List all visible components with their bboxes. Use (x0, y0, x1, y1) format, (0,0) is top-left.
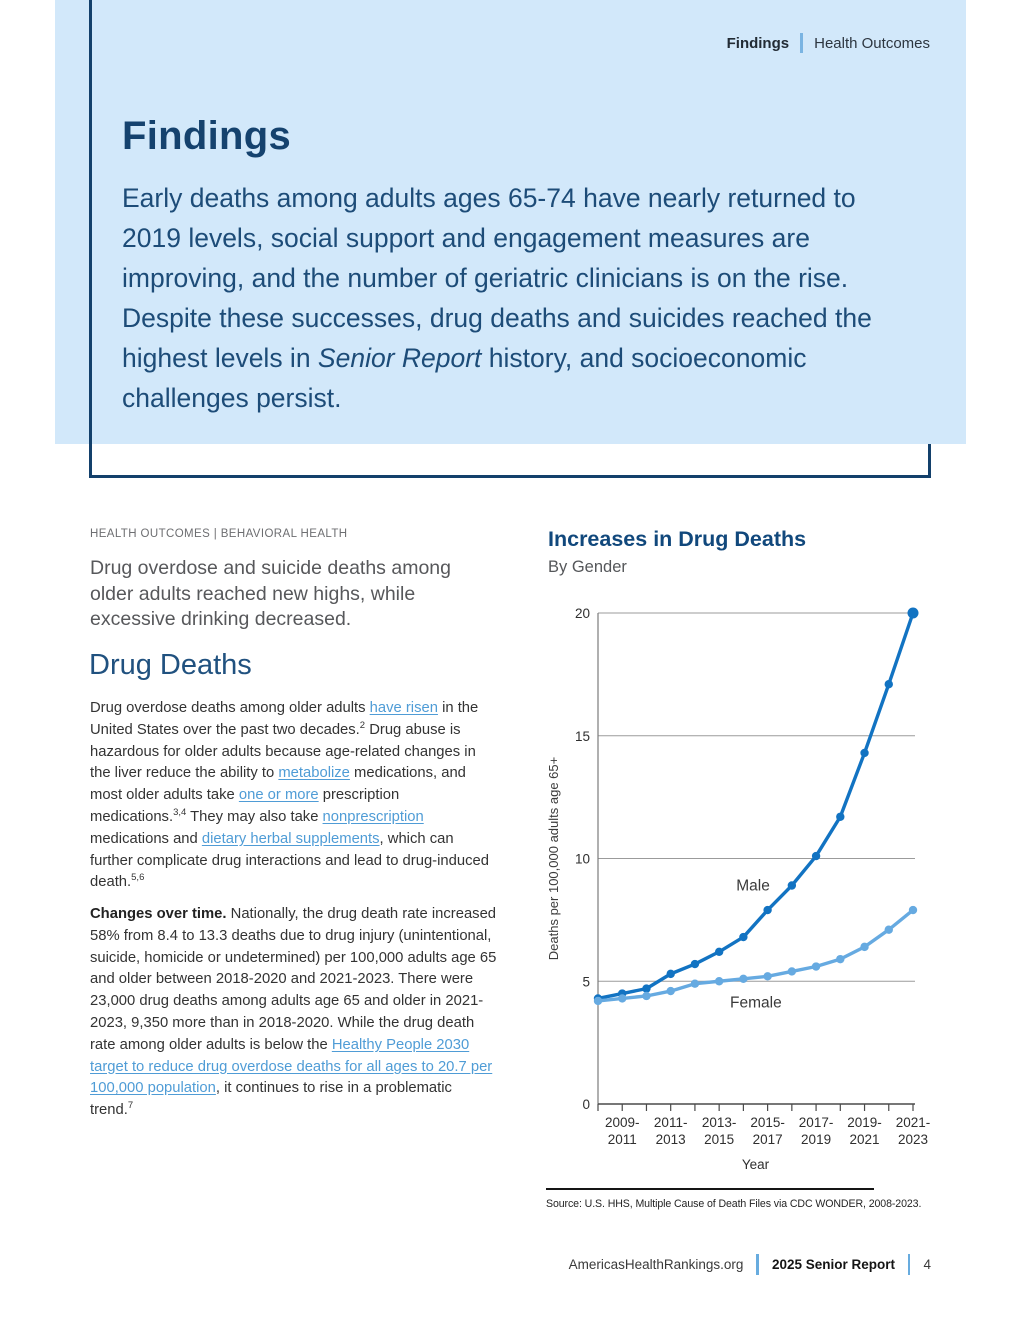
svg-text:2011-: 2011- (653, 1115, 688, 1130)
chart-title: Increases in Drug Deaths (548, 527, 807, 551)
text-run: Nationally, the drug death rate increased 58% from 8.4 to 13.3 deaths due to drug injury (unintentional, suicide, homicide or undetermined) per 100,000 adults age 65 and older between 2018-2020 and 2021-2023. There were 23,000 drug deaths among adults age 65 and older in 2021-2023, 9,350 more than in 2018-2020. While the drug death rate among older adults is below the (90, 906, 497, 1053)
article-dek: Drug overdose and suicide deaths among older adults reached new highs, while excessive drinking decreased. (90, 557, 451, 630)
svg-text:2013: 2013 (655, 1132, 686, 1147)
chart-subtitle: By Gender (548, 558, 627, 576)
category-eyebrow: HEALTH OUTCOMES | BEHAVIORAL HEALTH (90, 528, 348, 540)
section-heading: Drug Deaths (89, 649, 252, 681)
footer-divider (756, 1254, 759, 1275)
footnote-ref: 2 (359, 719, 366, 731)
bold-lead-in: Changes over time. (90, 906, 227, 922)
hero-summary (122, 178, 904, 418)
chart-source-divider (546, 1188, 874, 1190)
hero-frame-right (928, 444, 931, 478)
page-footer (569, 1254, 931, 1275)
svg-text:2015: 2015 (704, 1132, 735, 1147)
text-run: Drug overdose deaths among older adults (90, 700, 370, 716)
footer-divider (908, 1254, 911, 1275)
svg-text:15: 15 (574, 728, 590, 744)
inline-link[interactable]: Healthy People 2030 target to reduce drug overdose deaths for all ages to 20.7 per 100,000 population (90, 1036, 493, 1097)
text-run: medications and (90, 830, 202, 847)
svg-text:0: 0 (582, 1097, 590, 1112)
hero-frame-bottom (89, 475, 931, 478)
hero-summary-text: Early deaths among adults ages 65-74 have nearly returned to 2019 levels, social support and engagement measures are improving, and the number of geriatric clinicians is on the rise. Despite these successes, drug deaths and suicides reached the highest levels in (122, 183, 872, 373)
chart-source: Source: U.S. HHS, Multiple Cause of Death Files via CDC WONDER, 2008-2023. (546, 1198, 922, 1210)
svg-text:2019-: 2019- (847, 1115, 882, 1130)
inline-link[interactable]: metabolize (278, 765, 350, 782)
footer-site-link[interactable]: AmericasHealthRankings.org (568, 1257, 744, 1272)
svg-text:2009-: 2009- (604, 1115, 640, 1130)
svg-text:2015-: 2015- (750, 1115, 785, 1130)
svg-text:5: 5 (582, 974, 590, 990)
page-title: Findings (122, 114, 292, 158)
breadcrumb (727, 33, 930, 53)
footer-page-number: 4 (923, 1257, 931, 1272)
svg-text:Deaths per 100,000 adults age: Deaths per 100,000 adults age 65+ (546, 756, 561, 961)
breadcrumb-subsection: Health Outcomes (814, 34, 930, 52)
text-run: prescription medications. (90, 787, 400, 825)
svg-text:2021-: 2021- (895, 1115, 931, 1130)
footnote-ref: 3,4 (173, 807, 187, 819)
inline-link[interactable]: have risen (369, 700, 438, 716)
hero-summary-text-end: history, and socioeconomic challenges persist. (122, 343, 807, 413)
svg-text:Female: Female (730, 994, 782, 1012)
hero-report-name-italic: Senior Report (317, 343, 482, 373)
paragraph-changes-over-time (90, 904, 498, 1122)
svg-text:20: 20 (574, 606, 590, 621)
text-run: , it continues to rise in a problematic trend. (90, 1080, 452, 1119)
drug-deaths-chart (545, 590, 965, 1185)
svg-text:2021: 2021 (849, 1132, 880, 1147)
svg-text:2017: 2017 (752, 1132, 783, 1147)
footer-report-title: 2025 Senior Report (771, 1257, 895, 1272)
footnote-ref: 5,6 (131, 872, 145, 884)
text-run: medications, and most older adults take (90, 765, 466, 804)
svg-text:Male: Male (736, 877, 770, 895)
inline-link[interactable]: dietary herbal supplements (201, 830, 380, 847)
breadcrumb-section: Findings (726, 34, 790, 52)
svg-text:2019: 2019 (801, 1132, 832, 1147)
hero-frame-left (89, 0, 92, 478)
svg-text:2013-: 2013- (701, 1115, 737, 1130)
text-run: They may also take (186, 808, 323, 825)
inline-link[interactable]: one or more (238, 787, 319, 804)
svg-text:Year: Year (741, 1157, 770, 1172)
text-run: Drug abuse is hazardous for older adults because age-related changes in the liver reduce the ability to (90, 721, 476, 782)
footnote-ref: 7 (127, 1100, 134, 1112)
svg-text:2017-: 2017- (798, 1115, 834, 1130)
svg-text:2023: 2023 (897, 1132, 929, 1147)
breadcrumb-divider (800, 33, 803, 53)
inline-link[interactable]: nonprescription (322, 808, 424, 825)
paragraph-drug-overdose (90, 698, 498, 894)
text-run: , which can further complicate drug interactions and lead to drug-induced death. (90, 830, 489, 891)
text-run: in the United States over the past two decades. (90, 700, 479, 738)
svg-text:2011: 2011 (607, 1132, 637, 1147)
svg-text:10: 10 (574, 851, 590, 867)
